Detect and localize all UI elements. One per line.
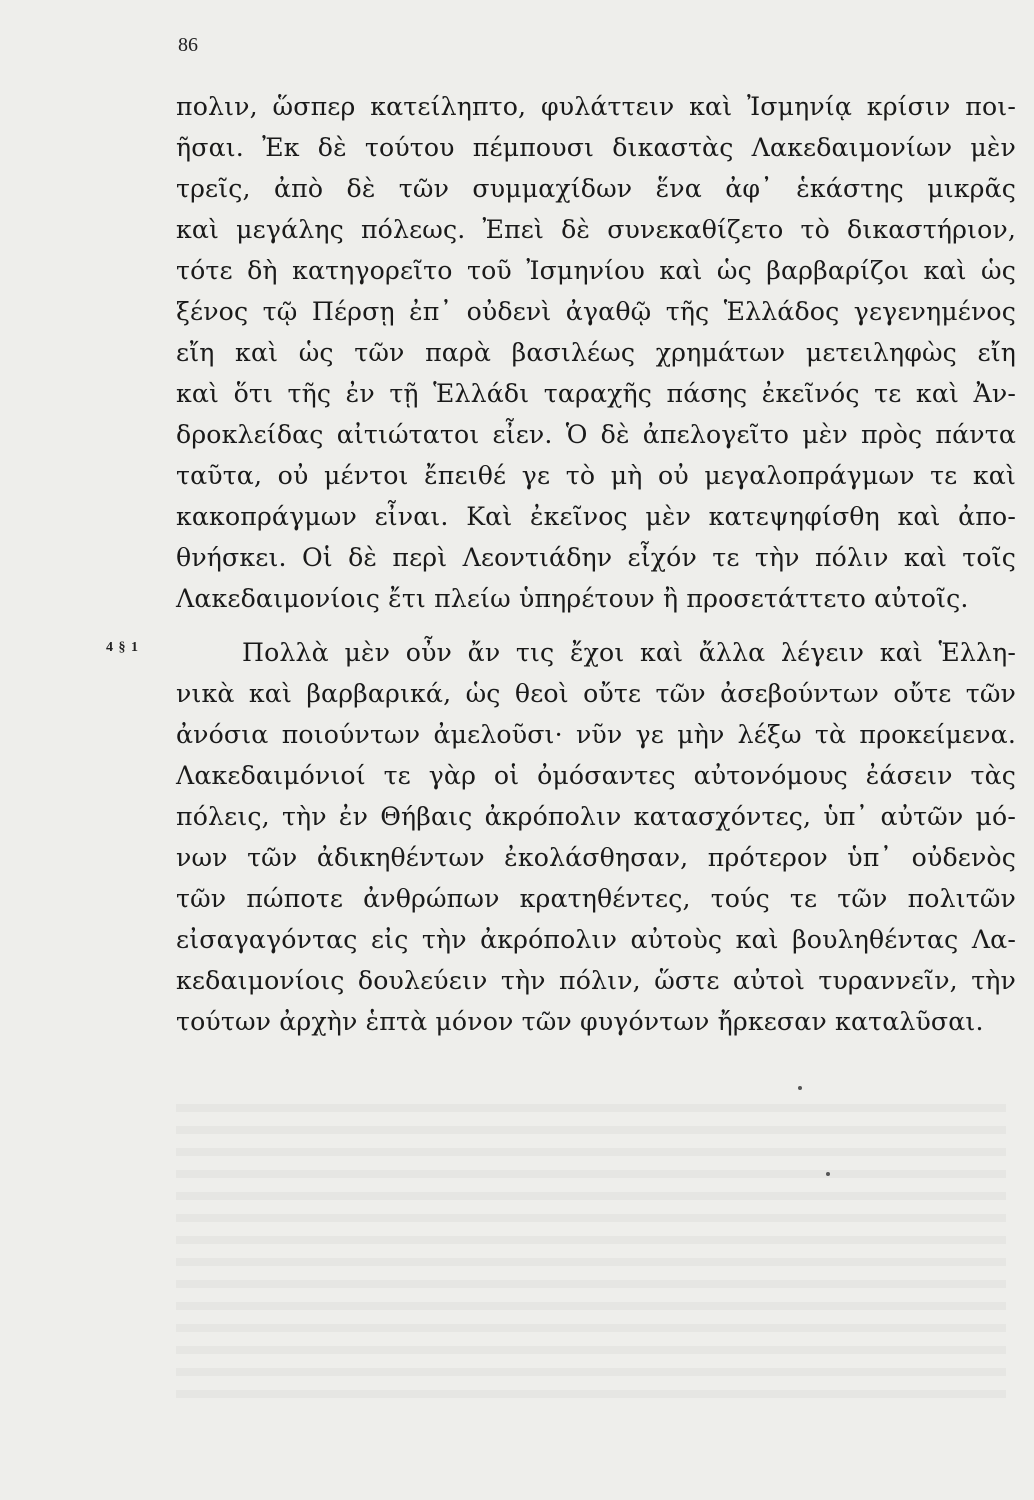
text-line: εἰσαγαγόντας εἰς τὴν ἀκρόπολιν αὐτοὺς καὶ βουληθέντας Λα- xyxy=(176,925,1016,954)
text-line: καὶ μεγάλης πόλεως. Ἐπεὶ δὲ συνεκαθίζετο τὸ δικαστήριον, xyxy=(176,215,1016,244)
text-line: Λακεδαιμόνιοί τε γὰρ οἱ ὀμόσαντες αὐτονόμους ἐάσειν τὰς xyxy=(176,761,1016,790)
text-line: νων τῶν ἀδικηθέντων ἐκολάσθησαν, πρότερον ὑπ᾽ οὐδενὸς xyxy=(176,843,1016,872)
text-line: Λακεδαιμονίοις ἔτι πλείω ὑπηρέτουν ἢ προσετάττετο αὐτοῖς. xyxy=(176,584,969,613)
text-line: καὶ ὅτι τῆς ἐν τῇ Ἑλλάδι ταραχῆς πάσης ἐκεῖνός τε καὶ Ἀν- xyxy=(176,379,1016,408)
text-line: ῆσαι. Ἐκ δὲ τούτου πέμπουσι δικαστὰς Λακεδαιμονίων μὲν xyxy=(176,133,1016,162)
ink-speck xyxy=(798,1086,802,1090)
text-line: τότε δὴ κατηγορεῖτο τοῦ Ἰσμηνίου καὶ ὡς βαρβαρίζοι καὶ ὡς xyxy=(176,256,1016,285)
text-line: τρεῖς, ἀπὸ δὲ τῶν συμμαχίδων ἕνα ἀφ᾽ ἑκάστης μικρᾶς xyxy=(176,174,1016,203)
ink-speck xyxy=(826,1172,830,1176)
text-line: κακοπράγμων εἶναι. Καὶ ἐκεῖνος μὲν κατεψηφίσθη καὶ ἀπο- xyxy=(176,502,1016,531)
text-line: τῶν πώποτε ἀνθρώπων κρατηθέντες, τούς τε τῶν πολιτῶν xyxy=(176,884,1016,913)
text-line: πόλεις, τὴν ἐν Θήβαις ἀκρόπολιν κατασχόντες, ὑπ᾽ αὐτῶν μό- xyxy=(176,802,1016,831)
text-line: εἴη καὶ ὡς τῶν παρὰ βασιλέως χρημάτων μετειληφὼς εἴη xyxy=(176,338,1016,367)
text-line: ἀνόσια ποιούντων ἀμελοῦσι· νῦν γε μὴν λέξω τὰ προκείμενα. xyxy=(176,720,1016,749)
text-line: τούτων ἀρχὴν ἑπτὰ μόνον τῶν φυγόντων ἤρκεσαν καταλῦσαι. xyxy=(176,1007,984,1036)
text-line: πολιν, ὥσπερ κατείληπτο, φυλάττειν καὶ Ἰσμηνίᾳ κρίσιν ποι- xyxy=(176,92,1016,121)
bleed-through-texture xyxy=(176,1090,1006,1410)
text-line: θνήσκει. Οἱ δὲ περὶ Λεοντιάδην εἶχόν τε τὴν πόλιν καὶ τοῖς xyxy=(176,543,1016,572)
text-line: κεδαιμονίοις δουλεύειν τὴν πόλιν, ὥστε αὐτοὶ τυραννεῖν, τὴν xyxy=(176,966,1016,995)
text-line: νικὰ καὶ βαρβαρικά, ὡς θεοὶ οὔτε τῶν ἀσεβούντων οὔτε τῶν xyxy=(176,679,1016,708)
section-marker: 4 § 1 xyxy=(106,640,139,655)
text-line: ξένος τῷ Πέρσῃ ἐπ᾽ οὐδενὶ ἀγαθῷ τῆς Ἑλλάδος γεγενημένος xyxy=(176,297,1016,326)
paragraph-first-line: Πολλὰ μὲν οὖν ἄν τις ἔχοι καὶ ἄλλα λέγειν καὶ Ἑλλη- xyxy=(242,638,1016,667)
text-line: δροκλείδας αἰτιώτατοι εἶεν. Ὁ δὲ ἀπελογεῖτο μὲν πρὸς πάντα xyxy=(176,420,1016,449)
text-line: ταῦτα, οὐ μέντοι ἔπειθέ γε τὸ μὴ οὐ μεγαλοπράγμων τε καὶ xyxy=(176,461,1016,490)
page-number: 86 xyxy=(178,34,198,56)
